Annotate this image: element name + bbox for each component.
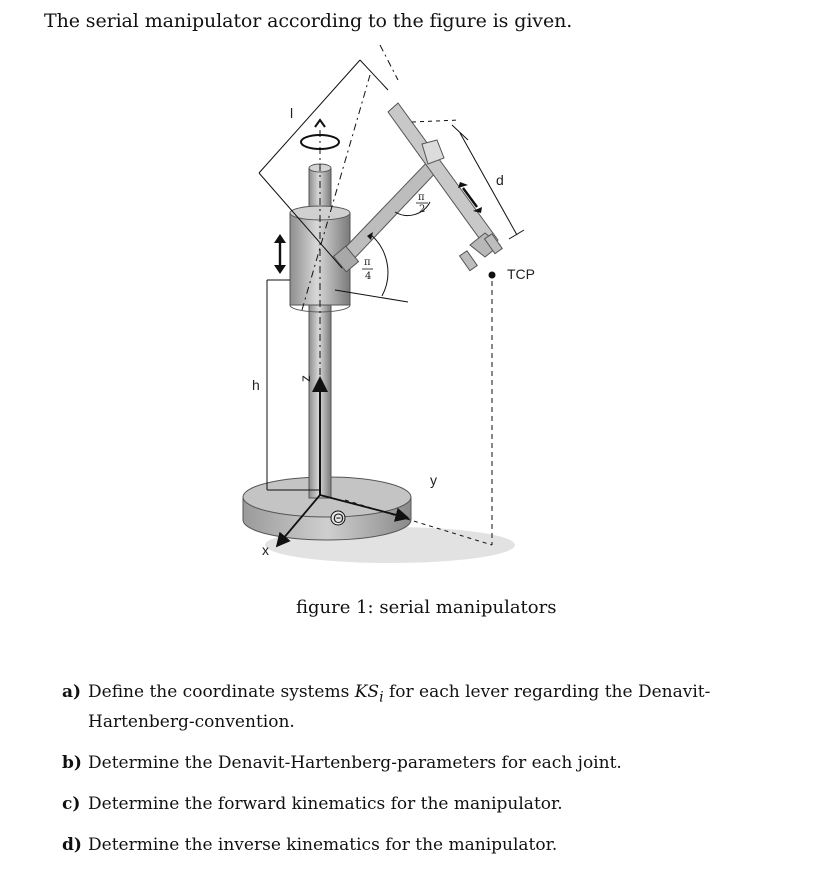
task-a: a) Define the coordinate systems $KS_i$ for each lever regarding the Denavit-Hartenberg-convention. bbox=[62, 682, 711, 733]
label-h: h bbox=[252, 377, 260, 393]
tcp-point bbox=[489, 272, 496, 279]
label-d: d bbox=[496, 172, 504, 188]
figure-caption: figure 1: serial manipulators bbox=[296, 597, 557, 618]
gripper-bar bbox=[388, 103, 498, 249]
label-y: y bbox=[430, 472, 437, 488]
label-x: x bbox=[262, 542, 269, 558]
arm-link bbox=[340, 158, 442, 262]
label-l: l bbox=[290, 105, 294, 121]
task-d: d) Determine the inverse kinematics for the manipulator. bbox=[62, 835, 558, 856]
task-c: c) Determine the forward kinematics for the manipulator. bbox=[62, 794, 563, 815]
svg-text:π: π bbox=[418, 192, 425, 203]
intro-text: The serial manipulator according to the figure is given. bbox=[44, 10, 573, 32]
task-list bbox=[62, 680, 792, 858]
ks-symbol: KS bbox=[354, 682, 380, 702]
svg-text:π: π bbox=[364, 257, 371, 268]
angle-arc-pi-4 bbox=[370, 234, 388, 296]
task-b: b) Determine the Denavit-Hartenberg-parameters for each joint. bbox=[62, 753, 622, 774]
label-z: z bbox=[297, 375, 313, 382]
svg-text:4: 4 bbox=[365, 271, 372, 282]
label-theta: Θ bbox=[333, 510, 344, 526]
vertical-double-arrow bbox=[274, 234, 286, 274]
svg-text:2: 2 bbox=[419, 204, 426, 215]
label-tcp: TCP bbox=[507, 266, 535, 282]
manipulator-figure bbox=[230, 40, 560, 580]
